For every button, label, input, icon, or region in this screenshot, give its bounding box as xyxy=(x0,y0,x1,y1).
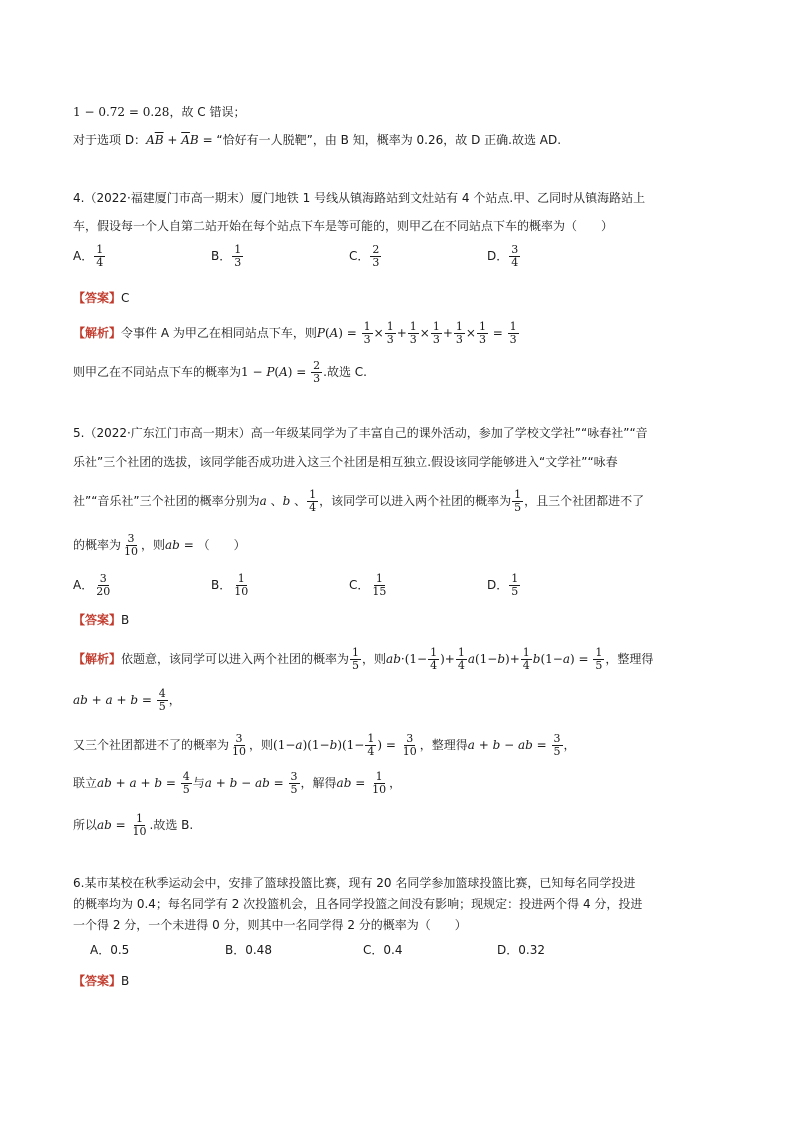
q5-answer: 【答案】B xyxy=(73,613,130,627)
q6-option-d: D．0.32 xyxy=(497,943,545,957)
q5-option-b: B． $\frac{1}{10}$ xyxy=(211,572,249,598)
q6-answer: 【答案】B xyxy=(73,974,130,988)
q5-analysis-line5: 所以ab = $\frac{1}{10}$ .故选 B. xyxy=(73,812,194,838)
q5-analysis-line2: ab + a + b = $\frac{4}{5}$ ， xyxy=(73,687,181,713)
q5-option-a: A． $\frac{3}{20}$ xyxy=(73,572,111,598)
q6-option-c: C．0.4 xyxy=(363,943,403,957)
q5-stem-line2: 乐社”三个社团的选拔，该同学能否成功进入这三个社团是相互独立.假设该同学能够进入“文学社”“咏春 xyxy=(73,455,618,469)
q6-stem-line3: 一个得 2 分，一个未进得 0 分，则其中一名同学得 2 分的概率为（ ） xyxy=(73,918,467,932)
q3-line2: 对于选项 D：$A\overline{B} + \overline{A}B$ = “恰好有一人脱靶”，由 B 知，概率为 0.26，故 D 正确.故选 AD. xyxy=(73,133,562,147)
q5-analysis-line1: 【解析】依题意，该同学可以进入两个社团的概率为 $\frac{1}{5}$ ，则ab·(1− $\frac{1}{4}$ )+ $\frac{1}{4}$ a(1−b)+ $\frac{1}{4}$ b(1−a) = $\frac{1}{5}$ ，整理得 xyxy=(73,646,654,672)
q4-option-d: D． $\frac{3}{4}$ xyxy=(487,243,519,269)
q5-analysis-line4: 联立ab + a + b = $\frac{4}{5}$ 与a + b − ab = $\frac{3}{5}$ ，解得ab = $\frac{1}{10}$ ， xyxy=(73,770,402,796)
q5-stem-line1: 5.（2022·广东江门市高一期末）高一年级某同学为了丰富自己的课外活动，参加了学校文学社”“咏春社”“音 xyxy=(73,426,648,440)
q5-option-d: D． $\frac{1}{5}$ xyxy=(487,572,519,598)
q6-option-b: B．0.48 xyxy=(225,943,272,957)
q5-stem-line3: 社”“音乐社”三个社团的概率分别为a 、b 、 $\frac{1}{4}$ ，该同学可以进入两个社团的概率为 $\frac{1}{5}$ ，且三个社团都进不了 xyxy=(73,488,645,514)
q5-option-c: C． $\frac{1}{15}$ xyxy=(349,572,387,598)
q5-stem-line4: 的概率为 $\frac{3}{10}$ ，则ab = （ ） xyxy=(73,532,246,558)
event-expression: $A\overline{B} + \overline{A}B$ xyxy=(146,133,199,147)
q4-stem-line1: 4.（2022·福建厦门市高一期末）厦门地铁 1 号线从镇海路站到文灶站有 4 个站点.甲、乙同时从镇海路站上 xyxy=(73,191,646,205)
q6-option-a: A．0.5 xyxy=(90,943,130,957)
q4-stem-line2: 车，假设每一个人自第二站开始在每个站点下车是等可能的，则甲乙在不同站点下车的概率为（ ） xyxy=(73,219,614,233)
q4-option-a: A． $\frac{1}{4}$ xyxy=(73,243,104,269)
q3-line1: 1 − 0.72 = 0.28，故 C 错误； xyxy=(73,105,246,119)
q5-analysis-line3: 又三个社团都进不了的概率为 $\frac{3}{10}$ ，则(1−a)(1−b)(1− $\frac{1}{4}$ ) = $\frac{3}{10}$ ，整理得a + b − ab = $\frac{3}{5}$ ， xyxy=(73,732,576,758)
q3-expr: 1 − 0.72 = 0.28 xyxy=(73,105,170,119)
q4-analysis-line2: 则甲乙在不同站点下车的概率为1 − P(A) = $\frac{2}{3}$ .故选 C. xyxy=(73,359,367,385)
q4-analysis-line1: 【解析】令事件 A 为甲乙在相同站点下车，则P(A) = $\frac{1}{3}$ × $\frac{1}{3}$ + $\frac{1}{3}$ × $\frac{1}{3}$ + $\frac{1}{3}$ × $\frac{1}{3}$ = $\frac{1}{3}$ xyxy=(73,320,517,346)
q6-stem-line1: 6.某市某校在秋季运动会中，安排了篮球投篮比赛，现有 20 名同学参加篮球投篮比赛，已知每名同学投进 xyxy=(73,876,636,890)
q4-option-c: C． $\frac{2}{3}$ xyxy=(349,243,380,269)
q6-stem-line2: 的概率均为 0.4；每名同学有 2 次投篮机会，且各同学投篮之间没有影响；现规定：投进两个得 4 分，投进 xyxy=(73,897,643,911)
q4-answer: 【答案】C xyxy=(73,291,130,305)
q4-option-b: B． $\frac{1}{3}$ xyxy=(211,243,242,269)
